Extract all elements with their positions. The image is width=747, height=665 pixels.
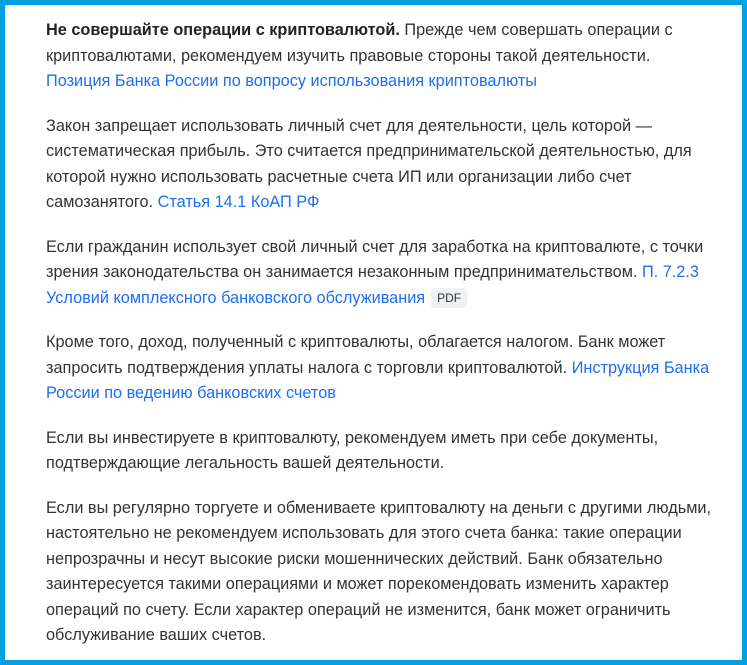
paragraph-text: Если вы регулярно торгуете и обмениваете криптовалюту на деньги с другими людьми, настоятельно не рекомендуем использовать для этого счета банка: такие операции непрозрачны и несут высокие риски мошеннических действий. Банк обязательно заинтересуется такими операциями и может порекомендовать изменить характер операций по счету. Если характер операций не изменится, банк может ограничить обслуживание ваших счетов. xyxy=(46,498,712,644)
paragraph-text: Закон запрещает использовать личный счет для деятельности, цель которой — систематическая прибыль. Это считается предпринимательской деятельностью, для которой нужно использовать расчетные счета ИП или организации либо счет самозанятого. xyxy=(46,116,692,211)
link-bank-position[interactable]: Позиция Банка России по вопросу использования криптовалюты xyxy=(46,72,537,90)
paragraph-text: Кроме того, доход, полученный с криптовалюты, облагается налогом. Банк может запросить подтверждения уплаты налога с торговли криптовалютой. xyxy=(46,333,666,377)
paragraph-trading xyxy=(46,496,712,649)
paragraph-text: Если вы инвестируете в криптовалюту, рекомендуем иметь при себе документы, подтверждающие легальность вашей деятельности. xyxy=(46,428,659,472)
link-bank-instruction[interactable]: Инструкция Банка России по ведению банковских счетов xyxy=(46,358,710,402)
paragraph-tax xyxy=(46,330,712,407)
pdf-badge: PDF xyxy=(431,288,467,308)
paragraph-law xyxy=(46,114,712,216)
paragraph-text: Прежде чем совершать операции с криптовалютами, рекомендуем изучить правовые стороны такой деятельности. xyxy=(46,21,673,65)
paragraph-illegal-business xyxy=(46,235,712,312)
link-koap-article[interactable]: Статья 14.1 КоАП РФ xyxy=(157,193,320,211)
link-banking-terms[interactable]: П. 7.2.3 Условий комплексного банковского обслуживания xyxy=(46,263,699,307)
paragraph-warning xyxy=(46,18,712,95)
paragraph-invest xyxy=(46,426,712,477)
paragraph-text: Если гражданин использует свой личный счет для заработка на криптовалюте, с точки зрения законодательства он занимается незаконным предпринимательством. xyxy=(46,237,704,281)
warning-heading: Не совершайте операции с криптовалютой. xyxy=(46,21,400,39)
